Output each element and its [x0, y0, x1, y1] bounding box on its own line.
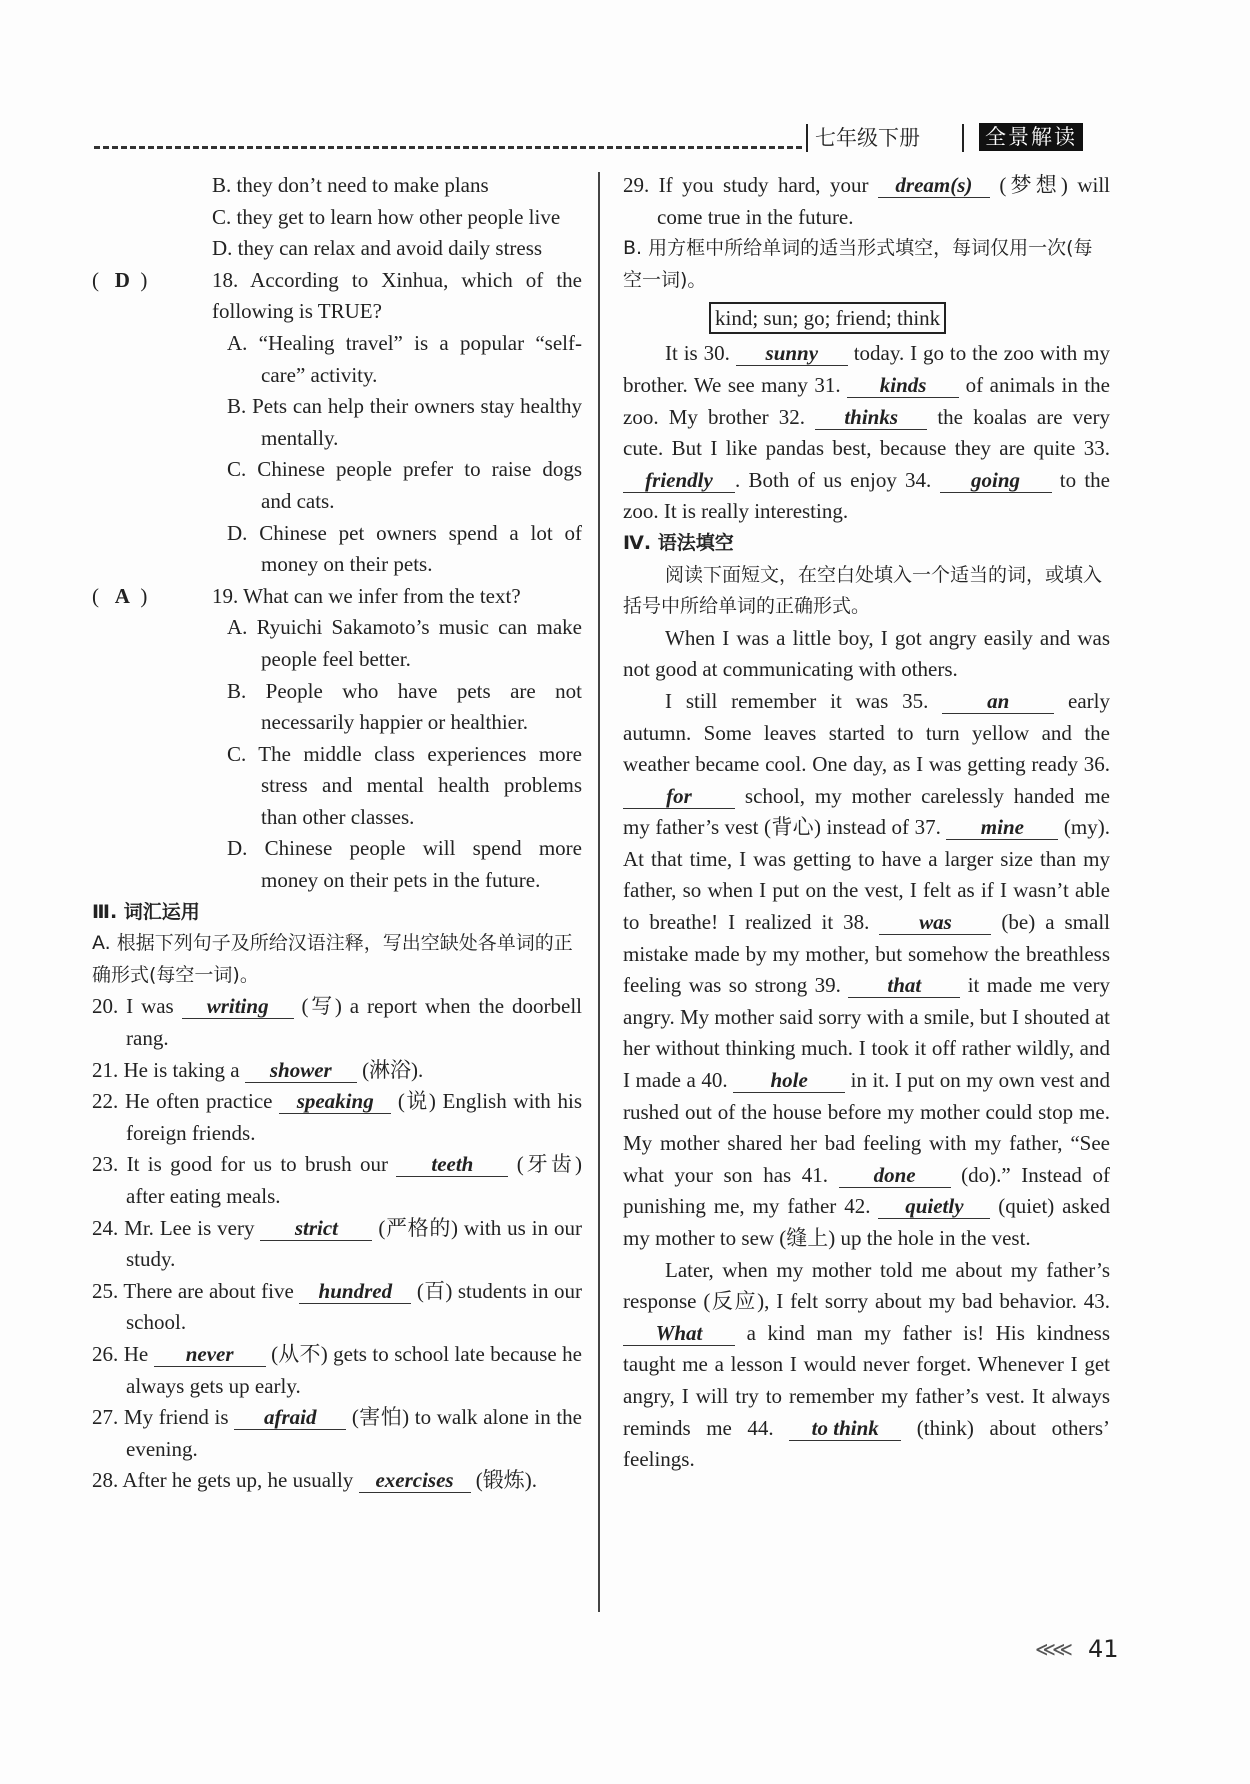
option-19b: B. People who have pets are not necessarily happier or healthier. [227, 678, 582, 735]
option-17c: C. they get to learn how other people live [212, 204, 561, 229]
answer-blank: speaking [279, 1089, 391, 1114]
option-17d: D. they can relax and avoid daily stress [212, 236, 543, 261]
header-grade: 七年级下册 [815, 126, 920, 150]
section-4-title: Ⅳ. 语法填空 [623, 531, 734, 554]
option-18a: A. “Healing travel” is a popular “self-care” activity. [227, 330, 582, 387]
text-segment: 24. Mr. Lee is very [92, 1215, 261, 1240]
answer-blank: strict [260, 1216, 372, 1241]
answer-blank: shower [245, 1058, 357, 1083]
vocab-item [92, 1213, 582, 1276]
vocab-item [92, 991, 582, 1054]
page-number: 41 [1088, 1635, 1119, 1663]
text-segment: in it. I put on my own vest and rushed out of the house before my mother could stop me. My mother shared her bad feeling with my father, “See what your son has 41. [623, 1068, 1110, 1187]
answer-blank: friendly [623, 468, 735, 493]
answer-blank: sunny [736, 341, 848, 366]
header-badge: 全景解读 [979, 123, 1083, 151]
text-segment: the koalas are very cute. But I like pandas best, because they are quite 33. [623, 404, 1110, 461]
text-segment: a kind man my father is! His kindness taught me a lesson I would never forget. Whenever I get angry, I will try to remember my father’s vest. It always reminds me 44. [623, 1320, 1110, 1440]
text-segment: 22. He often practice [92, 1089, 280, 1114]
text-segment: (写) a report when the doorbell rang. [126, 994, 582, 1051]
text-segment: (百) students in our school. [126, 1278, 582, 1335]
option-19d: D. Chinese people will spend more money on their pets in the future. [227, 836, 582, 893]
text-segment: (do).” Instead of punishing me, my father 42. [623, 1162, 1110, 1219]
text-segment: 25. There are about five [92, 1278, 300, 1303]
text-segment: (think) about others’ feelings. [623, 1415, 1110, 1472]
answer-blank: teeth [396, 1152, 508, 1177]
passage-paragraph [623, 623, 1110, 686]
text-segment: 21. He is taking a [92, 1057, 245, 1082]
section-4-instructions: 阅读下面短文，在空白处填入一个适当的词，或填入括号中所给单词的正确形式。 [623, 563, 1103, 618]
text-segment: 26. He [92, 1341, 154, 1366]
header-divider [806, 124, 808, 152]
vocab-item [92, 1149, 582, 1212]
question-18 [92, 265, 582, 328]
answer-blank: an [942, 689, 1054, 714]
answer-blank: to think [789, 1416, 901, 1441]
column-divider [598, 172, 600, 1612]
answer-paren: ( D ) [92, 267, 148, 292]
text-segment: today. I go to the zoo with my brother. We see many 31. [623, 341, 1111, 397]
answer-blank: never [154, 1342, 266, 1367]
option-18c: C. Chinese people prefer to raise dogs and cats. [227, 457, 582, 513]
text-segment: (害怕) to walk alone in the evening. [126, 1405, 583, 1461]
right-column [623, 170, 1110, 1476]
text-segment: I still remember it was 35. [665, 688, 943, 713]
vocab-item [92, 1339, 582, 1402]
text-segment: (锻炼). [470, 1468, 538, 1493]
option-18d: D. Chinese pet owners spend a lot of money on their pets. [227, 520, 582, 577]
text-segment: When I was a little boy, I got angry easily and was not good at communicating with others. [623, 625, 1110, 682]
text-segment: It is 30. [665, 341, 736, 366]
text-segment: 29. If you study hard, your [623, 173, 878, 197]
header-divider [962, 124, 964, 152]
option-19c: C. The middle class experiences more stress and mental health problems than other classes. [227, 741, 582, 829]
answer-blank: hole [733, 1068, 845, 1093]
section-3-title: Ⅲ. 词汇运用 [92, 900, 200, 923]
answer-blank: quietly [878, 1194, 990, 1219]
text-segment: 27. My friend is [92, 1405, 235, 1430]
text-segment: (牙齿) after eating meals. [126, 1152, 582, 1208]
answer-blank: that [848, 973, 960, 998]
text-segment: 23. It is good for us to brush our [92, 1152, 397, 1177]
vocab-items [92, 991, 582, 1497]
answer-blank: done [839, 1163, 951, 1188]
text-segment: to the zoo. It is really interesting. [623, 467, 1110, 524]
text-segment: it made me very angry. My mother said sorry with a smile, but I shouted at her without thinking much. I took it off rather wildly, and I made a 40. [623, 973, 1110, 1093]
answer-blank: was [879, 910, 991, 935]
text-segment: (严格的) with us in our study. [126, 1215, 583, 1272]
left-column [92, 170, 582, 1497]
answer-blank: writing [182, 994, 294, 1019]
option-19a: A. Ryuichi Sakamoto’s music can make people feel better. [227, 615, 582, 671]
text-segment: (说) English with his foreign friends. [126, 1089, 582, 1145]
text-segment: (be) a small mistake made by my mother, but somehow the breathless feeling was so strong 39. [623, 910, 1110, 998]
text-segment: 20. I was [92, 994, 182, 1019]
text-segment: . Both of us enjoy 34. [735, 467, 940, 492]
answer-blank: hundred [299, 1279, 411, 1304]
passage-b [623, 338, 1110, 528]
text-segment: (my). At that time, I was getting to have a larger size than my father, so when I put on the vest, I felt as if I wasn’t able to breathe! I realized it 38. [623, 815, 1110, 935]
answer-blank: thinks [815, 405, 927, 430]
option-17b: B. they don’t need to make plans [212, 173, 489, 197]
answer-blank: going [940, 468, 1052, 493]
passage-paragraph [623, 686, 1110, 1255]
question-19 [92, 581, 582, 613]
header-dashed-rule [94, 146, 802, 149]
question-stem: 18. According to Xinhua, which of the following is TRUE? [212, 267, 582, 324]
text-segment: of animals in the zoo. My brother 32. [623, 372, 1110, 429]
text-segment: 28. After he gets up, he usually [92, 1468, 359, 1493]
text-segment: (淋浴). [356, 1057, 424, 1082]
question-stem: 19. What can we infer from the text? [212, 583, 521, 608]
section-b-instructions: B. 用方框中所给单词的适当形式填空，每词仅用一次(每空一词)。 [623, 237, 1093, 291]
answer-paren: ( A ) [92, 583, 148, 608]
text-segment: school, my mother carelessly handed me my father’s vest (背心) instead of 37. [623, 783, 1110, 840]
answer-blank: kinds [847, 373, 959, 398]
word-box: kind; sun; go; friend; think [709, 302, 946, 334]
answer-blank: dream(s) [878, 173, 990, 198]
vocab-item [92, 1055, 582, 1087]
passage-paragraph [623, 1255, 1110, 1476]
option-18b: B. Pets can help their owners stay healthy mentally. [227, 394, 582, 450]
vocab-item [92, 1402, 582, 1465]
page-arrows-icon: ≪≪ [1035, 1637, 1069, 1661]
answer-blank: mine [946, 815, 1058, 840]
text-segment: (从不) gets to school late because he always gets up early. [126, 1341, 582, 1398]
text-segment: early autumn. Some leaves started to turn yellow and the weather became cool. One day, as I was getting ready 36. [623, 688, 1110, 777]
text-segment: (quiet) asked my mother to sew (缝上) up the hole in the vest. [623, 1194, 1110, 1250]
answer-blank: afraid [234, 1405, 346, 1430]
question-29 [623, 170, 1110, 233]
text-segment: Later, when my mother told me about my father’s response (反应), I felt sorry about my bad behavior. 43. [623, 1257, 1110, 1314]
answer-blank: exercises [359, 1468, 471, 1493]
text-segment: (梦想) will come true in the future. [657, 173, 1111, 229]
vocab-item [92, 1276, 582, 1339]
section-3a-instructions: A. 根据下列句子及所给汉语注释，写出空缺处各单词的正确形式(每空一词)。 [92, 932, 573, 986]
vocab-item [92, 1465, 582, 1497]
vocab-item [92, 1086, 582, 1149]
answer-blank: for [623, 784, 735, 809]
answer-blank: What [623, 1321, 735, 1346]
